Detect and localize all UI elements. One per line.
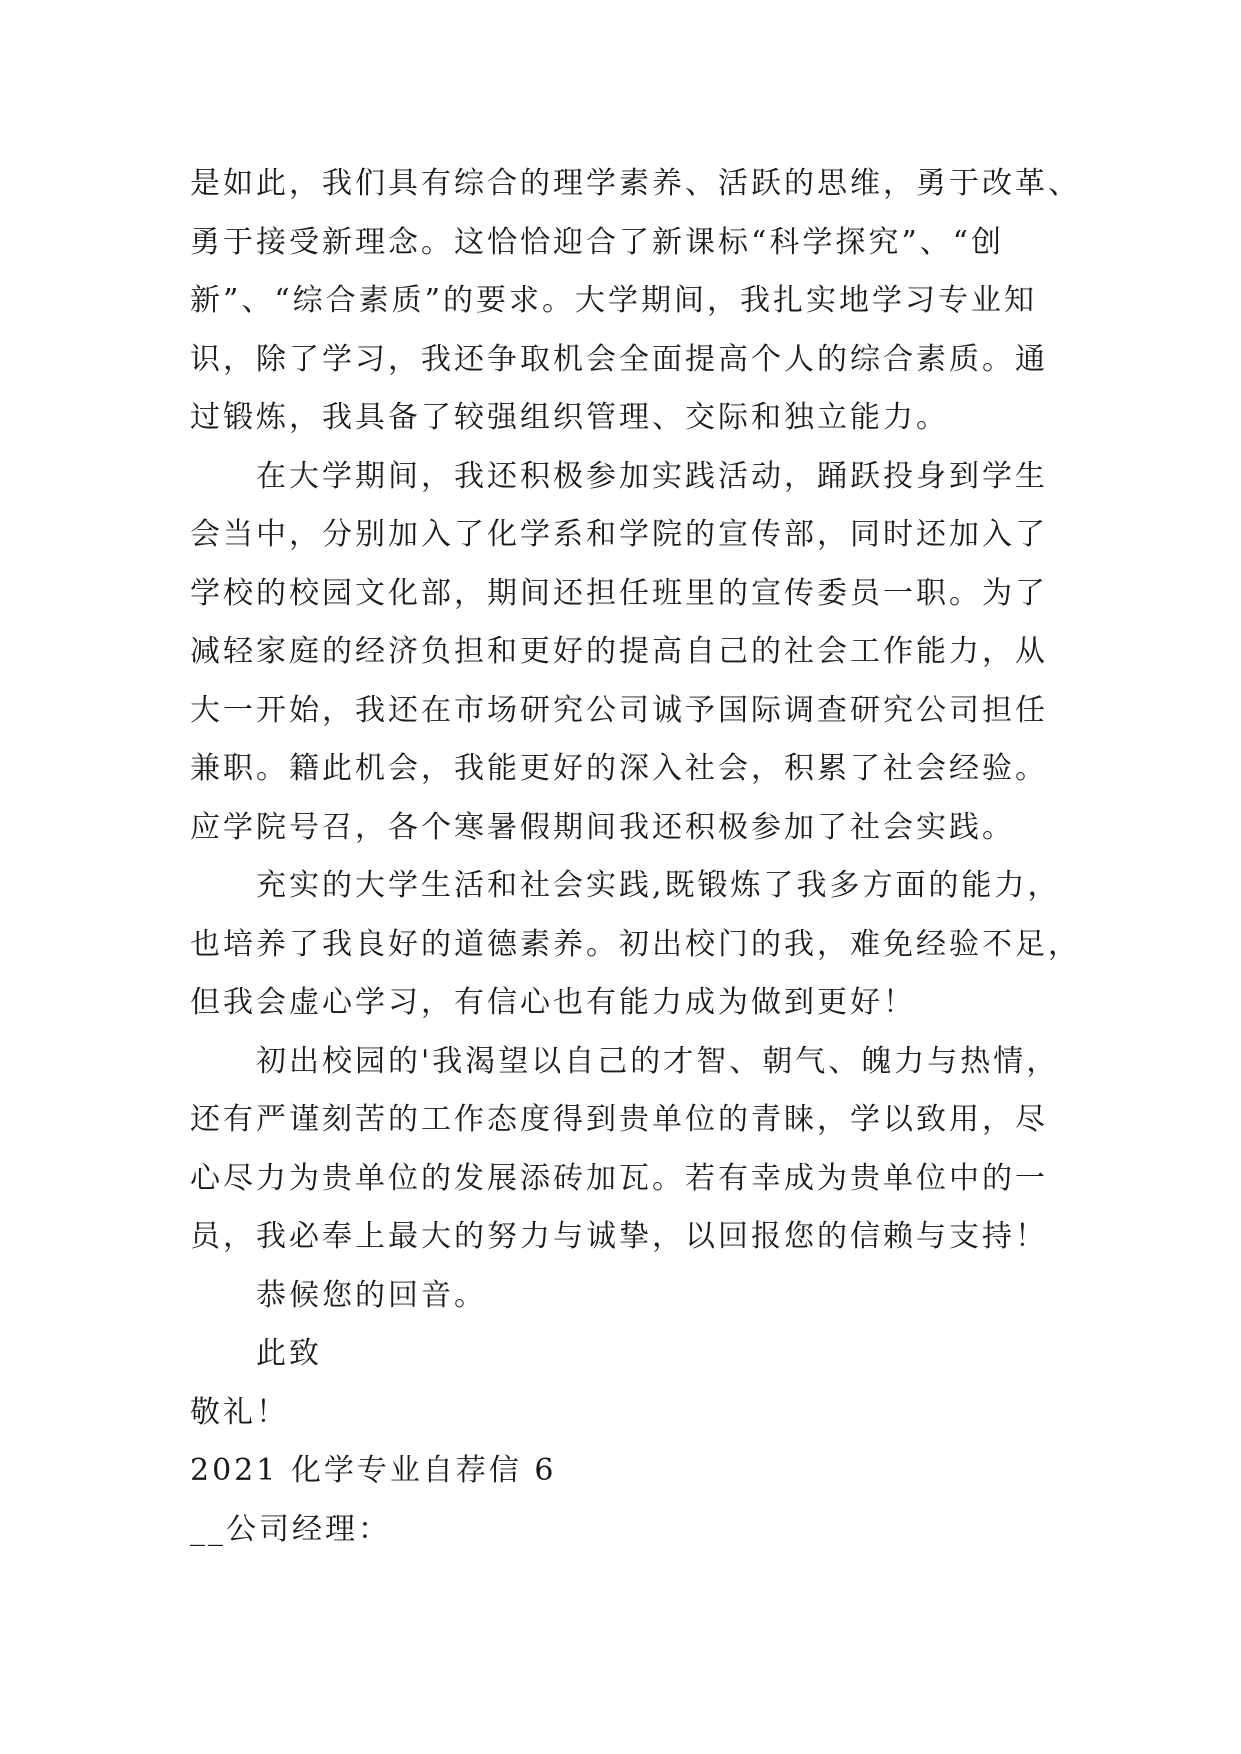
- text-line: 在大学期间，我还积极参加实践活动，踊跃投身到学生: [256, 458, 1048, 494]
- text-line: __公司经理：: [190, 1511, 391, 1547]
- text-line: 初出校园的'我渴望以自己的才智、朝气、魄力与热情，: [256, 1043, 1060, 1079]
- text-line: 2021 化学专业自荐信 6: [190, 1453, 557, 1488]
- text-line: 识，除了学习，我还争取机会全面提高个人的综合素质。通: [190, 341, 1048, 377]
- text-line: 恭候您的回音。: [256, 1277, 487, 1313]
- text-line: 敬礼！: [190, 1394, 289, 1430]
- text-line: 是如此，我们具有综合的理学素养、活跃的思维，勇于改革、: [190, 166, 1081, 201]
- text-line: 但我会虚心学习，有信心也有能力成为做到更好！: [190, 985, 916, 1020]
- text-line: 学校的校园文化部，期间还担任班里的宣传委员一职。为了: [190, 575, 1048, 611]
- text-line: 新”、“综合素质”的要求。大学期间，我扎实地学习专业知: [190, 283, 1038, 318]
- letter-body: [190, 155, 1090, 1559]
- text-line: 大一开始，我还在市场研究公司诚予国际调查研究公司担任: [190, 692, 1048, 728]
- text-line: 也培养了我良好的道德素养。初出校门的我，难免经验不足，: [190, 926, 1081, 962]
- text-line: 心尽力为贵单位的发展添砖加瓦。若有幸成为贵单位中的一: [190, 1160, 1048, 1196]
- text-line: 员，我必奉上最大的努力与诚挚，以回报您的信赖与支持！: [190, 1219, 1048, 1254]
- text-line: 兼职。籍此机会，我能更好的深入社会，积累了社会经验。: [190, 751, 1048, 786]
- text-line: 此致: [256, 1336, 322, 1371]
- text-line: 还有严谨刻苦的工作态度得到贵单位的青睐，学以致用，尽: [190, 1102, 1048, 1137]
- text-line: 勇于接受新理念。这恰恰迎合了新课标“科学探究”、“创: [190, 224, 1005, 260]
- text-line: 会当中，分别加入了化学系和学院的宣传部，同时还加入了: [190, 517, 1048, 552]
- text-line: 过锻炼，我具备了较强组织管理、交际和独立能力。: [190, 400, 949, 435]
- text-line: 充实的大学生活和社会实践,既锻炼了我多方面的能力，: [256, 868, 1061, 903]
- text-line: 减轻家庭的经济负担和更好的提高自己的社会工作能力，从: [190, 634, 1048, 669]
- text-line: 应学院号召，各个寒暑假期间我还积极参加了社会实践。: [190, 809, 1015, 845]
